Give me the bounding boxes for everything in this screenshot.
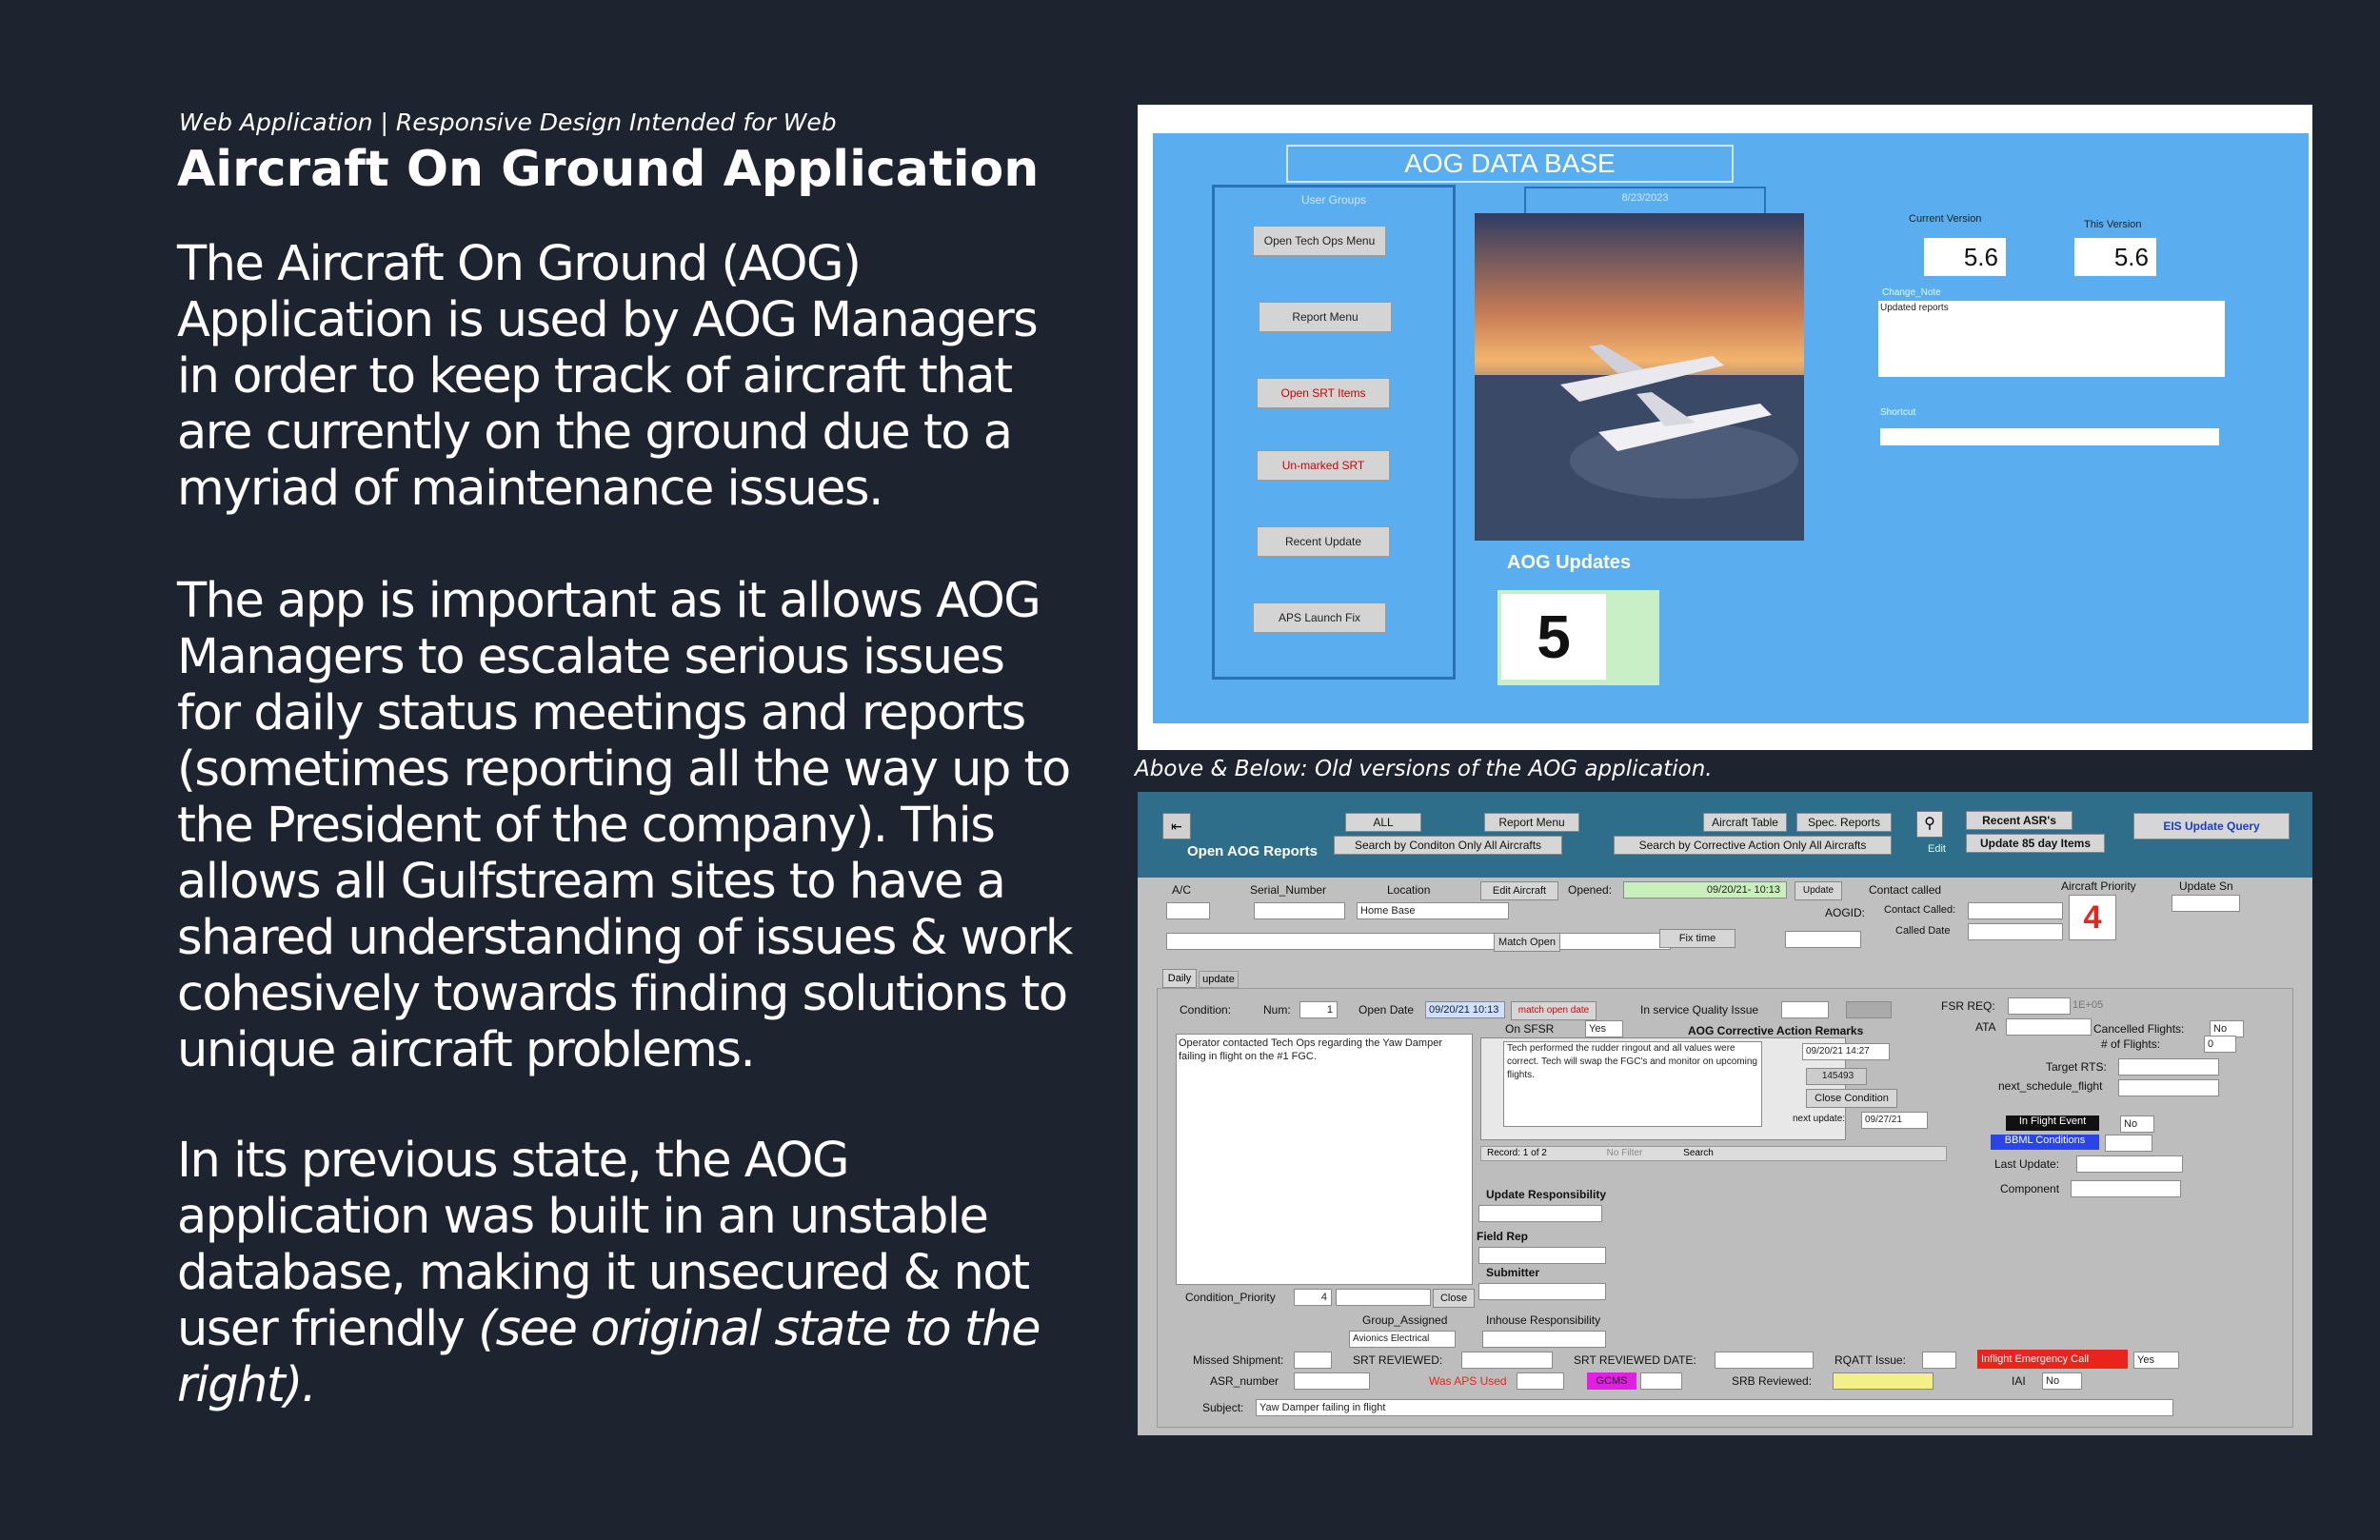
shortcut-label: Shortcut xyxy=(1880,407,1916,418)
condition-priority-label: Condition_Priority xyxy=(1185,1291,1276,1304)
aog-updates-label: AOG Updates xyxy=(1507,552,1632,573)
recent-update-button[interactable]: Recent Update xyxy=(1257,526,1390,557)
contact-called-2-label: Contact Called: xyxy=(1884,904,1956,916)
paragraph-text: In its previous state, the AOG application was built in an unstable database, making it unsecured & not user friendly xyxy=(177,1133,1029,1357)
inflight-emergency-label: Inflight Emergency Call xyxy=(1977,1350,2128,1369)
fsr-req-label: FSR REQ: xyxy=(1941,999,1995,1013)
this-version-label: This Version xyxy=(2084,219,2142,230)
asr-number-label: ASR_number xyxy=(1210,1374,1279,1388)
this-version-field: 5.6 xyxy=(2074,238,2156,276)
last-update-label: Last Update: xyxy=(1994,1157,2060,1171)
aps-used-field[interactable] xyxy=(1517,1372,1564,1390)
group-assigned-field[interactable]: Avionics Electrical xyxy=(1349,1331,1456,1348)
contact-called-label: Contact called xyxy=(1869,883,1942,897)
fix-time-button[interactable]: Fix time xyxy=(1659,929,1735,948)
gcms-label: GCMS xyxy=(1587,1372,1636,1390)
aogid-label: AOGID: xyxy=(1825,906,1866,919)
in-flight-event-field[interactable]: No xyxy=(2120,1116,2154,1133)
shortcut-field[interactable] xyxy=(1880,428,2219,445)
recent-asrs-button[interactable]: Recent ASR's xyxy=(1966,811,2073,830)
in-flight-event-label: In Flight Event xyxy=(2006,1116,2099,1131)
all-button[interactable]: ALL xyxy=(1345,813,1421,832)
record-search[interactable]: Search xyxy=(1683,1148,1714,1158)
date-label: 8/23/2023 xyxy=(1524,187,1766,215)
srb-reviewed-field[interactable] xyxy=(1833,1372,1934,1390)
aog-updates-box xyxy=(1497,590,1659,685)
isq-label: In service Quality Issue xyxy=(1640,1003,1759,1017)
field-rep-field[interactable] xyxy=(1478,1247,1606,1264)
close-condition-button[interactable]: Close Condition xyxy=(1806,1089,1897,1108)
cancelled-flights-field[interactable]: No xyxy=(2210,1020,2244,1037)
update-button[interactable]: Update xyxy=(1795,881,1842,900)
condition-priority-extra[interactable] xyxy=(1336,1289,1431,1306)
last-update-field[interactable] xyxy=(2076,1155,2183,1173)
group-assigned-label: Group_Assigned xyxy=(1362,1313,1448,1327)
subject-label: Subject: xyxy=(1202,1401,1244,1414)
srt-reviewed-field[interactable] xyxy=(1461,1352,1553,1369)
aircraft-priority-field[interactable]: 4 xyxy=(2069,895,2116,940)
iai-label: IAI xyxy=(2012,1374,2026,1388)
subject-field[interactable]: Yaw Damper failing in flight xyxy=(1256,1399,2173,1416)
flights-count-field[interactable]: 0 xyxy=(2204,1036,2236,1053)
update-85-day-button[interactable]: Update 85 day Items xyxy=(1966,834,2105,853)
srt-reviewed-label: SRT REVIEWED: xyxy=(1353,1353,1443,1367)
num-field[interactable]: 1 xyxy=(1299,1001,1338,1018)
aps-launch-fix-button[interactable]: APS Launch Fix xyxy=(1253,602,1386,633)
aog-updates-count: 5 xyxy=(1501,594,1606,680)
aogid-field[interactable] xyxy=(1785,931,1861,948)
screenshot-caption: Above & Below: Old versions of the AOG application. xyxy=(1135,757,1713,781)
page-title: Aircraft On Ground Application xyxy=(177,141,1040,198)
gcms-field[interactable] xyxy=(1640,1372,1682,1390)
open-srt-items-button[interactable]: Open SRT Items xyxy=(1257,378,1390,408)
aic-label: A/C xyxy=(1172,883,1192,897)
report-menu-button[interactable]: Report Menu xyxy=(1484,813,1579,832)
fsr-req-value: 1E+05 xyxy=(2073,999,2104,1011)
location-label: Location xyxy=(1387,883,1431,897)
cancelled-flights-label: Cancelled Flights: xyxy=(2093,1022,2185,1036)
update-sn-field[interactable] xyxy=(2172,895,2240,912)
component-label: Component xyxy=(2000,1182,2060,1195)
isq-extra-field[interactable] xyxy=(1846,1001,1892,1018)
bbml-field[interactable] xyxy=(2105,1135,2152,1152)
serial-label: Serial_Number xyxy=(1250,883,1327,897)
bbml-conditions-label: BBML Conditions xyxy=(1991,1135,2099,1150)
close-button[interactable]: Close xyxy=(1433,1289,1475,1308)
aircraft-priority-label: Aircraft Priority xyxy=(2061,879,2136,893)
srt-reviewed-date-field[interactable] xyxy=(1715,1352,1814,1369)
tab-daily[interactable]: Daily xyxy=(1162,969,1197,988)
binoculars-icon[interactable]: ⚲ xyxy=(1916,811,1943,838)
on-sfsr-field[interactable]: Yes xyxy=(1585,1020,1623,1037)
serial-field[interactable] xyxy=(1254,902,1345,919)
inhouse-label: Inhouse Responsibility xyxy=(1486,1313,1601,1327)
inhouse-field[interactable] xyxy=(1482,1331,1606,1348)
old-database-screenshot xyxy=(1138,105,2312,750)
contact-called-field[interactable] xyxy=(1968,902,2063,919)
called-date-field[interactable] xyxy=(1968,923,2063,940)
next-schedule-label: next_schedule_flight xyxy=(1998,1079,2103,1093)
reports-title: Open AOG Reports xyxy=(1187,843,1318,859)
edit-label: Edit xyxy=(1928,843,1946,855)
condition-label: Condition: xyxy=(1180,1003,1232,1017)
asr-number-field[interactable] xyxy=(1294,1372,1370,1390)
aic-field[interactable] xyxy=(1166,902,1210,919)
opened-field[interactable]: 09/20/21- 10:13 xyxy=(1623,881,1787,898)
intro-paragraph-1: The Aircraft On Ground (AOG) Application is used by AOG Managers in order to keep track of aircraft that are currently on the ground due to a myriad of maintenance issues. xyxy=(177,236,1038,517)
notes-field[interactable] xyxy=(1166,933,1671,950)
user-groups-label: User Groups xyxy=(1300,193,1367,207)
eis-update-button[interactable]: EIS Update Query xyxy=(2133,813,2290,839)
record-count: Record: 1 of 2 xyxy=(1487,1148,1547,1158)
edit-aircraft-button[interactable]: Edit Aircraft xyxy=(1480,881,1558,900)
next-update-label: next update: xyxy=(1793,1114,1846,1124)
component-field[interactable] xyxy=(2071,1180,2181,1197)
srt-reviewed-date-label: SRT REVIEWED DATE: xyxy=(1574,1353,1696,1367)
current-version-field: 5.6 xyxy=(1924,238,2006,276)
location-field[interactable]: Home Base xyxy=(1357,902,1509,919)
isq-field[interactable] xyxy=(1781,1001,1829,1018)
flights-count-label: # of Flights: xyxy=(2101,1037,2161,1051)
reports-header xyxy=(1138,792,2312,878)
ata-label: ATA xyxy=(1975,1020,1996,1034)
open-date-label: Open Date xyxy=(1359,1003,1415,1017)
srb-reviewed-label: SRB Reviewed: xyxy=(1732,1374,1813,1388)
inflight-emergency-field[interactable]: Yes xyxy=(2133,1352,2179,1369)
match-open-button[interactable]: Match Open xyxy=(1494,933,1560,952)
intro-paragraph-2: The app is important as it allows AOG Managers to escalate serious issues for daily status meetings and reports (sometimes reporting all the way up to the President of the company). This allows all Gulfstream sites to have a shared understanding of issues & work cohesively towards finding solutions to unique aircraft problems. xyxy=(177,573,1072,1078)
update-responsibility-label: Update Responsibility xyxy=(1486,1188,1607,1201)
rqatt-issue-label: RQATT Issue: xyxy=(1835,1353,1906,1367)
spec-reports-button[interactable]: Spec. Reports xyxy=(1796,813,1892,832)
tab-update[interactable]: update xyxy=(1199,971,1239,988)
missed-shipment-label: Missed Shipment: xyxy=(1193,1353,1284,1367)
target-rts-field[interactable] xyxy=(2118,1058,2219,1076)
called-date-label: Called Date xyxy=(1895,925,1951,937)
next-update-field[interactable]: 09/27/21 xyxy=(1861,1112,1928,1129)
user-groups-panel xyxy=(1212,185,1456,680)
target-rts-label: Target RTS: xyxy=(2046,1060,2107,1074)
num-label: Num: xyxy=(1263,1003,1291,1017)
remark-date-field[interactable]: 09/20/21 14:27 xyxy=(1802,1043,1890,1060)
subtitle: Web Application | Responsive Design Intended for Web xyxy=(179,109,837,136)
aps-used-label: Was APS Used xyxy=(1429,1374,1507,1388)
database-panel xyxy=(1153,133,2309,723)
search-corrective-button[interactable]: Search by Corrective Action Only All Aircrafts xyxy=(1614,836,1892,855)
iai-field[interactable]: No xyxy=(2042,1372,2082,1390)
condition-text[interactable]: Operator contacted Tech Ops regarding the Yaw Damper failing in flight on the #1 FGC. xyxy=(1176,1034,1473,1285)
next-schedule-field[interactable] xyxy=(2118,1079,2219,1096)
remarks-label: AOG Corrective Action Remarks xyxy=(1688,1024,1864,1037)
database-title: AOG DATA BASE xyxy=(1286,145,1734,183)
report-menu-button[interactable]: Report Menu xyxy=(1259,302,1392,332)
ata-field[interactable] xyxy=(2006,1018,2092,1036)
field-rep-label: Field Rep xyxy=(1477,1230,1529,1243)
aircraft-table-button[interactable]: Aircraft Table xyxy=(1703,813,1787,832)
update-responsibility-field[interactable] xyxy=(1478,1205,1602,1222)
remark-id-field[interactable]: 145493 xyxy=(1806,1068,1867,1085)
intro-paragraph-3 xyxy=(177,1133,1072,1413)
change-note-field[interactable]: Updated reports xyxy=(1878,301,2225,377)
open-date-field[interactable]: 09/20/21 10:13 xyxy=(1425,1001,1505,1018)
open-tech-ops-button[interactable]: Open Tech Ops Menu xyxy=(1253,226,1386,256)
missed-shipment-field[interactable] xyxy=(1294,1352,1332,1369)
record-navigator[interactable] xyxy=(1480,1146,1947,1161)
no-filter-button[interactable]: No Filter xyxy=(1606,1148,1643,1158)
aircraft-photo xyxy=(1475,213,1804,541)
change-note-label: Change_Note xyxy=(1882,287,1941,298)
paragraph-italic-note: (see original state to the right). xyxy=(177,1301,1040,1413)
back-icon[interactable]: ⇤ xyxy=(1162,813,1191,839)
submitter-label: Submitter xyxy=(1486,1266,1540,1279)
search-condition-button[interactable]: Search by Conditon Only All Aircrafts xyxy=(1334,836,1562,855)
fsr-req-field[interactable] xyxy=(2008,997,2071,1015)
remark-text[interactable]: Tech performed the rudder ringout and all values were correct. Tech will swap the FGC's and monitor on upcoming flights. xyxy=(1503,1041,1762,1127)
rqatt-issue-field[interactable] xyxy=(1922,1352,1956,1369)
on-sfsr-label: On SFSR xyxy=(1505,1022,1555,1036)
condition-priority-field[interactable]: 4 xyxy=(1294,1289,1332,1306)
unmarked-srt-button[interactable]: Un-marked SRT xyxy=(1257,450,1390,481)
opened-label: Opened: xyxy=(1568,883,1613,897)
old-reports-screenshot xyxy=(1138,792,2312,1435)
match-open-date-button[interactable]: match open date xyxy=(1511,1001,1597,1020)
update-sn-label: Update Sn xyxy=(2179,879,2233,893)
submitter-field[interactable] xyxy=(1478,1283,1606,1300)
current-version-label: Current Version xyxy=(1909,213,1982,225)
